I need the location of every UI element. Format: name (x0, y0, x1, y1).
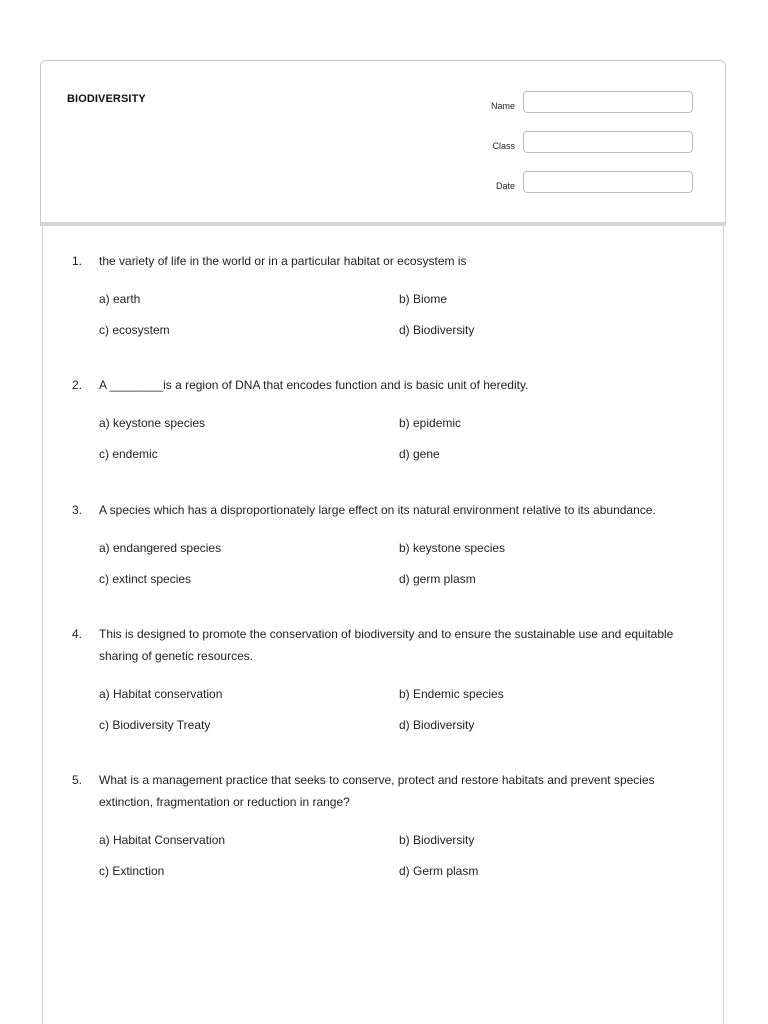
date-field-row (475, 170, 693, 194)
class-field-row (475, 130, 693, 154)
name-field-row (475, 90, 693, 114)
question-number: 1. (72, 254, 83, 268)
option-a[interactable]: a) earth (99, 292, 141, 306)
question-stem (72, 250, 692, 272)
question-number: 3. (72, 503, 83, 517)
question-stem (72, 374, 692, 396)
option-d[interactable]: d) Biodiversity (399, 323, 475, 337)
name-label: Name (490, 101, 515, 111)
option-c[interactable]: c) ecosystem (99, 323, 170, 337)
option-a[interactable]: a) Habitat conservation (99, 687, 223, 701)
option-d[interactable]: d) Biodiversity (399, 718, 475, 732)
option-d[interactable]: d) Germ plasm (399, 864, 479, 878)
option-d[interactable]: d) germ plasm (399, 572, 476, 586)
option-b[interactable]: b) epidemic (399, 416, 462, 430)
question-text: This is designed to promote the conservation of biodiversity and to ensure the sustainable use and equitable sharing of genetic resources. (99, 627, 674, 663)
question-5 (72, 769, 692, 882)
option-c[interactable]: c) endemic (99, 447, 158, 461)
question-stem (72, 769, 692, 813)
option-b[interactable]: b) Biome (399, 292, 448, 306)
question-number: 4. (72, 627, 83, 641)
question-text: the variety of life in the world or in a particular habitat or ecosystem is (99, 254, 467, 268)
answer-options (99, 683, 692, 736)
option-b[interactable]: b) Biodiversity (399, 833, 475, 847)
answer-options (99, 288, 692, 341)
question-stem (72, 623, 692, 667)
question-text: What is a management practice that seeks to conserve, protect and restore habitats and prevent species extinction, fragmentation or reduction in range? (99, 773, 655, 809)
class-input[interactable] (523, 131, 693, 153)
option-b[interactable]: b) Endemic species (399, 687, 504, 701)
option-d[interactable]: d) gene (399, 447, 440, 461)
option-b[interactable]: b) keystone species (399, 541, 506, 555)
answer-options (99, 537, 692, 590)
option-a[interactable]: a) Habitat Conservation (99, 833, 226, 847)
option-a[interactable]: a) keystone species (99, 416, 206, 430)
question-number: 2. (72, 378, 83, 392)
option-c[interactable]: c) extinct species (99, 572, 192, 586)
question-stem (72, 499, 692, 521)
question-1 (72, 250, 692, 341)
date-input[interactable] (523, 171, 693, 193)
answer-options (99, 412, 692, 465)
option-c[interactable]: c) Biodiversity Treaty (99, 718, 211, 732)
question-2 (72, 374, 692, 465)
name-input[interactable] (523, 91, 693, 113)
question-3 (72, 499, 692, 590)
worksheet-header (40, 60, 726, 226)
option-c[interactable]: c) Extinction (99, 864, 165, 878)
class-label: Class (492, 141, 515, 151)
worksheet-title: BIODIVERSITY (67, 93, 146, 105)
date-label: Date (495, 181, 515, 191)
question-text: A species which has a disproportionately large effect on its natural environment relative to its abundance. (99, 503, 656, 517)
question-text: A ________is a region of DNA that encodes function and is basic unit of heredity. (99, 378, 529, 392)
question-number: 5. (72, 773, 83, 787)
question-list (72, 250, 692, 882)
question-4 (72, 623, 692, 736)
answer-options (99, 829, 692, 882)
option-a[interactable]: a) endangered species (99, 541, 222, 555)
